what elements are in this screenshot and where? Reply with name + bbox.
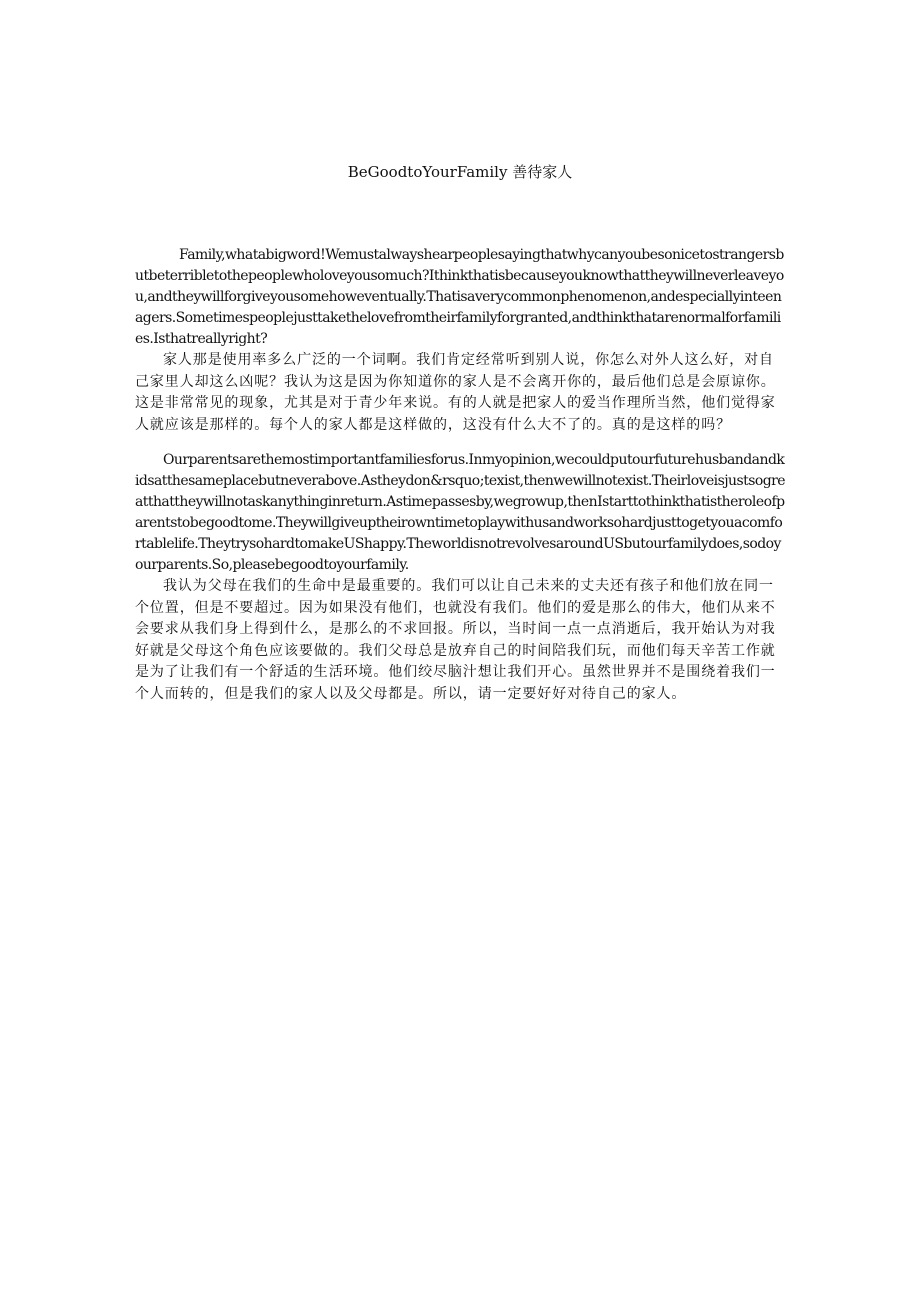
section-parents [135, 450, 785, 705]
paragraph-chinese-1: 家人那是使用率多么广泛的一个词啊。我们肯定经常听到别人说，你怎么对外人这么好，对自己家里人却这么凶呢？我认为这是因为你知道你的家人是不会离开你的，最后他们总是会原谅你。这是非常常见的现象，尤其是对于青少年来说。有的人就是把家人的爱当作理所当然，他们觉得家人就应该是那样的。每个人的家人都是这样做的，这没有什么大不了的。真的是这样的吗？ [135, 352, 776, 433]
paragraph-chinese-2: 我认为父母在我们的生命中是最重要的。我们可以让自己未来的丈夫还有孩子和他们放在同一个位置，但是不要超过。因为如果没有他们，也就没有我们。他们的爱是那么的伟大，他们从来不会要求从我们身上得到什么，是那么的不求回报。所以，当时间一点一点消逝后，我开始认为对我好就是父母这个角色应该要做的。我们父母总是放弃自己的时间陪我们玩，而他们每天辛苦工作就是为了让我们有一个舒适的生活环境。他们绞尽脑汁想让我们开心。虽然世界并不是围绕着我们一个人而转的，但是我们的家人以及父母都是。所以，请一定要好好对待自己的家人。 [135, 578, 776, 702]
document-title: BeGoodtoYourFamily 善待家人 [347, 163, 573, 181]
paragraph-english-2: Ourparentsarethemostimportantfamiliesforus.Inmyopinion,wecouldputourfuturehusbandandkidsatthesameplacebutneverabove.Astheydon&rsquo;texist,thenwewillnotexist.Theirloveisjustsogreatthattheywillnotaskanythinginreturn.Astimepassesby,wegrowup,thenIstarttothinkthatistheroleofparentstobegoodtome.Theywillgiveuptheirowntimetoplaywithusandworksohardjusttogetyouacomfortablelife.TheytrysohardtomakeUShappy.TheworldisnotrevolvesaroundUSbutourfamilydoes,sodoyourparents.So,pleasebegoodtoyourfamily. [135, 452, 786, 573]
paragraph-english-1: Family,whatabigword!Wemustalwayshearpeoplesayingthatwhycanyoubesonicetostrangersbutbeterribletothepeoplewholoveyousomuch?Ithinkthatisbecauseyouknowthattheywillneverleaveyou,andtheywillforgiveyousomehoweventually.Thatisaverycommonphenomenon,andespeciallyinteenagers.Sometimespeoplejusttakethelovefromtheirfamilyforgranted,andthinkthatarenormalforfamilies.Isthatreallyright? [135, 247, 784, 347]
section-family [135, 245, 785, 436]
